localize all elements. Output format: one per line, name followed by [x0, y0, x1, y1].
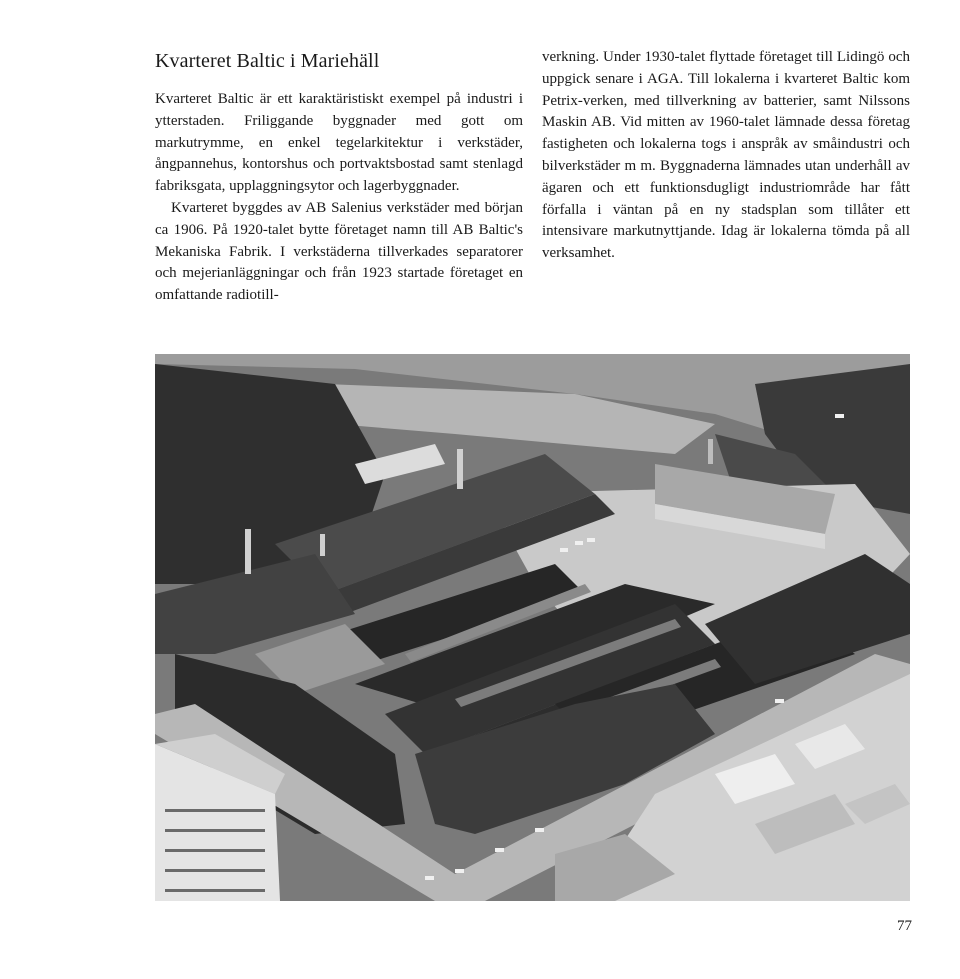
paragraph-intro: Kvarteret Baltic är ett karaktäristiskt exempel på industri i ytterstaden. Friliggande byggnader med gott om markutrymme, en enkel tegelarkitektur i verkstäder, ångpannehus, kontorshus och portvaktsbostad samt stenlagd fabriksgata, upplaggningsytor och lagerbyggnader.: [155, 91, 523, 195]
aerial-photo-illustration: [155, 354, 910, 901]
paragraph-history: Kvarteret byggdes av AB Salenius verkstäder med början ca 1906. På 1920-talet bytte företaget namn till AB Baltic's Mekaniska Fabrik. I verkstäderna tillverkades separatorer och mejerianläggningar och från 1923 startade företaget en omfattande radiotill-: [155, 199, 523, 304]
aerial-photo: [155, 354, 910, 901]
page-number: 77: [897, 918, 912, 934]
article-title: Kvarteret Baltic i Mariehäll: [155, 50, 380, 72]
paragraph-continuation: verkning. Under 1930-talet flyttade företaget till Lidingö och uppgick senare i AGA. Till lokalerna i kvarteret Baltic kom Petrix-verken, med tillverkning av batterier, samt Nilssons Maskin AB. Vid mitten av 1960-talet lämnade dessa företag fastigheten och lokalerna togs i anspråk av småindustri och bilverkstäder m m. Byggnaderna lämnades utan underhåll av ägaren och ett funktionsdugligt industriområde har fått förfalla i väntan på en ny stadsplan som tillåter ett intensivare markutnyttjande. Idag är lokalerna tömda på all verksamhet.: [542, 49, 910, 262]
text-column-left: [155, 89, 523, 307]
text-column-right: [542, 47, 910, 265]
